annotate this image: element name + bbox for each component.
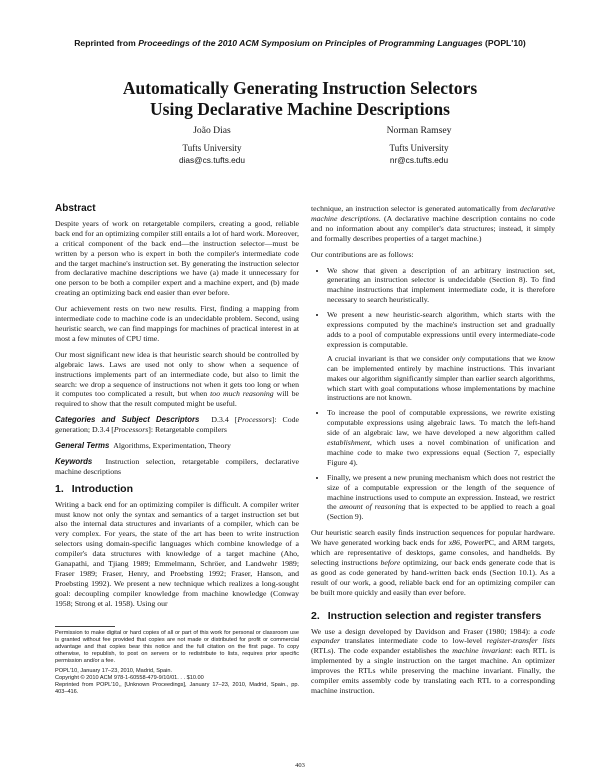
author-block-2 <box>319 125 519 166</box>
emphasis: only <box>451 353 466 363</box>
text-run: Instruction selection, retargetable compilers, declarative machine descriptions <box>55 456 299 476</box>
keywords <box>55 457 299 477</box>
conference-line: POPL'10, January 17–23, 2010, Madrid, Spain. <box>55 668 173 674</box>
section-2-heading <box>311 609 555 622</box>
title-line-2: Using Declarative Machine Descriptions <box>150 99 450 119</box>
author-name: João Dias <box>193 125 231 136</box>
reprint-prefix: Reprinted from <box>74 38 139 48</box>
emphasis: machine invariant <box>452 646 511 656</box>
section-1-heading <box>55 482 299 495</box>
text-run: We use a design developed by Davidson and Fraser (1980; 1984): a <box>311 626 541 636</box>
emphasis: too much reasoning <box>210 389 274 399</box>
text-run: computations that we <box>465 353 539 363</box>
emphasis: x86 <box>448 538 460 548</box>
page-number: 403 <box>295 762 305 769</box>
emphasis: Processors <box>237 415 272 425</box>
emphasis: amount of reasoning <box>339 502 406 512</box>
text-run: that is expected to be applied to reach a goal (Section 9). <box>327 502 555 522</box>
text-run: A crucial invariant is that we consider <box>327 353 452 363</box>
abstract-paragraph-3 <box>55 350 299 409</box>
emphasis: before <box>380 558 401 567</box>
section-2-paragraph-1 <box>311 627 555 696</box>
author-email[interactable]: nr@cs.tufts.edu <box>389 155 449 165</box>
text-run: Our most significant new idea is that heuristic search should be controlled by algebraic laws. Laws are used not only to show when a sequence of instructions implements part of an intermediate code, but also to limit the search: we drop a sequence of instructions not when it gets too long or when it computes too complicated a result, but when <box>55 349 299 399</box>
text-run: Algorithms, Experimentation, Theory <box>113 441 231 451</box>
reprint-notice: Reprinted from POPL'10,, [Unknown Proceedings], January 17–23, 2010, Madrid, Spain., pp. 403–416. <box>55 682 299 695</box>
general-terms <box>55 441 299 451</box>
section-number: 2. <box>311 609 320 622</box>
text-run: ]: Code generation; D.3.4 [ <box>55 415 299 435</box>
contributions-list <box>311 266 555 523</box>
contributions-intro: Our contributions are as follows: <box>311 249 414 259</box>
author-name: Norman Ramsey <box>386 125 452 136</box>
author-email[interactable]: dias@cs.tufts.edu <box>178 155 246 165</box>
text-run: (RTLs). The code expander establishes the <box>311 646 453 656</box>
abstract-heading: Abstract <box>55 203 96 214</box>
reprint-proceedings: Proceedings of the 2010 ACM Symposium on Principles of Programming Languages <box>138 38 483 48</box>
list-item <box>327 266 555 306</box>
intro-paragraph-1: Writing a back end for an optimizing compiler is difficult. A compiler writer must know not only the syntax and semantics of a target instruction set but also the internal data structures and invariants of a compiler, which can be very complex. For years, the state of the art has been to write instruction selectors using domain-specific languages which combine knowledge of a compiler's data structures with knowledge of a target machine (Aho, Ganapathi, and Tjiang 1989; Emmelmann, Schröer, and Landwehr 1989; Fraser 1989; Fraser, Henry, and Proebsting 1992; Fraser, Hanson, and Proebsting 1992). We present a new technique which realizes a long-sought goal: decoupling compiler knowledge from machine knowledge (Conway 1958; Strong et al. 1958). Using our <box>55 499 299 608</box>
list-item <box>327 408 555 467</box>
text-run: , which uses a novel combination of unification and machine code to make two expressions equal (Section 7, especially Figure 4). <box>327 438 555 467</box>
title-line-1: Automatically Generating Instruction Selectors <box>122 78 478 98</box>
categories-descriptors <box>55 415 299 435</box>
emphasis: register-transfer lists <box>486 636 555 646</box>
text-run: can be implemented entirely by machine instructions. This invariant makes our algorithm significantly simpler than earlier search algorithms, which start with goal computations whose implementations by machine instructions are not known. <box>327 363 555 403</box>
copyright-line: Copyright © 2010 ACM 978-1-60558-479-9/10/01. . . $10.00 <box>55 675 204 681</box>
right-paragraph-1 <box>311 204 555 244</box>
author-block-1 <box>112 125 312 166</box>
text-run: Our heuristic search easily finds instruction sequences for popular hardware. We have generated working back ends for <box>311 528 555 548</box>
list-paragraph <box>327 354 555 404</box>
right-column <box>311 204 555 702</box>
author-affiliation: Tufts University <box>389 143 449 153</box>
emphasis: establishment <box>327 438 370 448</box>
left-column <box>55 204 299 615</box>
text-run: . (A declarative machine description contains no code and no information about any compiler's data structures; instead, it simply and formally describes properties of a target machine.) <box>311 213 555 243</box>
emphasis: Processors <box>113 425 149 435</box>
author-affiliation: Tufts University <box>182 143 242 153</box>
text-run: Finally, we present a new pruning mechanism which does not restrict the size of a computable expression or the length of the sequence of machine instructions used to compute an expression. Instead, we restrict the <box>327 472 555 512</box>
categories-label: Categories and Subject Descriptors <box>55 415 200 425</box>
reprint-suffix: (POPL'10) <box>482 38 526 48</box>
reprint-line <box>0 38 600 48</box>
text-run: : each RTL is implemented by a single instruction on the target machine. An optimizer improves the RTLs while preserving the machine invariant. Finally, the compiler emits assembly code by translating each RTL to a corresponding machine instruction. <box>311 646 556 695</box>
text-run: We show that given a description of an arbitrary instruction set, generating an instruction selector is undecidable (Section 8). To find machine instructions that implement intermediate code, it is therefore necessary to search heuristically. <box>327 265 555 305</box>
emphasis: know <box>538 353 555 363</box>
terms-label: General Terms <box>55 441 110 451</box>
emphasis: code expander <box>311 626 555 646</box>
section-number: 1. <box>55 482 64 495</box>
text-run: To increase the pool of computable expressions, we rewrite existing computable expressions using algebraic laws. To match the left-hand side of an algebraic law, we have developed a new algorithm called <box>327 408 555 438</box>
keywords-label: Keywords <box>55 456 93 466</box>
permission-notice: Permission to make digital or hard copies of all or part of this work for personal or classroom use is granted without fee provided that copies are not made or distributed for profit or commercial advantage and that copies bear this notice and the full citation on the first page. To copy otherwise, to republish, to post on servers or to redistribute to lists, requires prior specific permission and/or a fee. <box>55 630 299 664</box>
text-run: optimizing, our back ends generate code that is as good as code generated by hand-written back ends (Section 10.1). As a result of our work, a good, reliable back end for an optimizing compiler can be built more quickly and easily than ever before. <box>311 558 556 597</box>
text-run: , PowerPC, and ARM targets, which are representative of desktops, game consoles, and handhelds. By selecting instructions <box>311 538 555 567</box>
section-title: Introduction <box>71 482 134 495</box>
text-run: ]: Retargetable compilers <box>148 425 227 435</box>
abstract-paragraph-2: Our achievement rests on two new results. First, finding a mapping from intermediate code to machine code is an undecidable problem. Second, using heuristic search, we can find mappings for machines of practical interest in at most a few minutes of CPU time. <box>55 304 299 343</box>
abstract-paragraph-1: Despite years of work on retargetable compilers, creating a good, reliable back end for an optimizing compiler still entails a lot of hard work. Moreover, a critical component of the back end—the instruction selector—must be written by a person who is expert in both the compiler's intermediate code and the target machine's instruction set. By generating the instruction selector from declarative machine descriptions we have (a) made it unnecessary for one person to be both a compiler expert and a machine expert, and (b) made creating an optimizing back end easier than ever before. <box>55 218 299 298</box>
footnote-rule <box>55 626 115 627</box>
paper-title <box>0 78 600 120</box>
footnote-block <box>55 630 299 696</box>
right-paragraph-3 <box>311 528 555 597</box>
emphasis: declarative machine descriptions <box>311 204 555 223</box>
section-title: Instruction selection and register transfers <box>327 609 542 622</box>
text-run: will be required to show that the result computed might be useful. <box>55 389 299 409</box>
list-item <box>327 310 555 403</box>
list-paragraph: • We present a new heuristic-search algorithm, which starts with the expressions computed by the machine's instruction set and gradually adds to a pool of computable expressions until every intermediate-code expression is computable. <box>327 310 555 349</box>
list-item <box>327 473 555 523</box>
text-run: technique, an instruction selector is generated automatically from <box>311 204 520 213</box>
text-run: D.3.4 [ <box>211 415 238 425</box>
text-run: translates intermediate code to low-level <box>340 636 487 646</box>
